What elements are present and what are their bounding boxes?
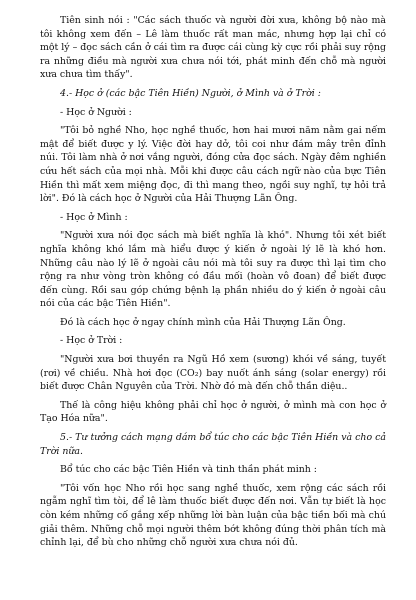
subheading-learn-from-heaven: - Học ở Trời : (60, 335, 123, 347)
paragraph-learn-from-others: "Tôi bỏ nghề Nho, học nghề thuốc, hơn hai mươi năm nằm gai nếm mật để biết được y lý. Việc đời hay dở, tôi coi như đám mây trên đỉnh núi. Tôi làm nhà ở nơi vắng người, đóng cửa đọc sách. Ngày đêm nghiền cứu hết sách của mọi nhà. Mỗi khi được câu cách ngữ nào của bực Tiên Hiền thì mất xem miệng đọc, đi thì mang theo, ngồi suy nghĩ, tự hỏi trả lời". Đó là cách học ở Người của Hải Thượng Lãn Ông. (40, 125, 386, 205)
paragraph-learn-from-heaven: "Người xưa bơi thuyền ra Ngũ Hồ xem (sương) khói về sáng, tuyết (rơi) về chiều. Nhà hơi đọc (CO₂) bay nuốt ánh sáng (solar energy) rồi biết được Chân Nguyên của Trời. Nhờ đó mà đến chỗ thần diệu.. (40, 354, 386, 393)
section-heading-5: 5.- Tư tưởng cách mạng dám bổ túc cho các bậc Tiên Hiền và cho cả Trời nữa. (40, 432, 386, 457)
subheading-learn-from-others: - Học ở Người : (60, 106, 132, 118)
paragraph-heaven-summary: Thế là công hiệu không phải chỉ học ở người, ở mình mà con học ở Tạo Hóa nữa". (40, 399, 386, 425)
paragraph-self-summary: Đó là cách học ở ngay chính mình của Hải Thượng Lãn Ông. (60, 316, 346, 328)
paragraph-quote-teacher: Tiên sinh nói : "Các sách thuốc và người đời xưa, không bộ nào mà tôi không xem đến – Lê làm thuốc rất man mác, nhưng hợp lại chỉ có một lý – đọc sách cần ở cái tìm ra được cái cùng kỳ cực rồi phải suy rộng ra những điều mà người xưa chưa nói tới, phát minh đến chỗ mà người xưa chưa tìm thấy". (40, 15, 386, 81)
paragraph-supplement-intro: Bổ túc cho các bậc Tiên Hiền và tinh thần phát minh : (60, 464, 317, 476)
paragraph-learn-from-self: "Người xưa nói đọc sách mà biết nghĩa là khó". Nhưng tôi xét biết nghĩa không khó lắm mà hiểu được ý kiến ở ngoài lý lẽ là khó hơn. Những câu nào lý lẽ ở ngoài câu nói mà tôi suy ra được thì lại tìm cho rộng ra như vòng tròn không có đầu mối (hoàn vô đoan) để biết được đến cùng. Rồi sau góp chứng bệnh lạ phần nhiều do ý kiến ở ngoài câu nói của các bậc Tiên Hiền". (40, 230, 386, 310)
subheading-learn-from-self: - Học ở Mình : (60, 211, 128, 223)
section-heading-4: 4.- Học ở (các bậc Tiên Hiền) Người, ở Mình và ở Trời : (60, 87, 321, 99)
paragraph-supplement-quote: "Tôi vốn học Nho rồi học sang nghề thuốc, xem rộng các sách rồi ngẫm nghĩ tìm tòi, để lê làm thuốc biết được đến nơi. Vẫn tự biết là học còn kém những cố gắng xếp những lời bàn luận của bậc tiền bối mà chú giải thêm. Những chỗ mọi người thêm bớt không đúng thời phân tích mà chỉnh lại, để bù cho những chỗ người xưa chưa nói đủ. (40, 482, 386, 549)
